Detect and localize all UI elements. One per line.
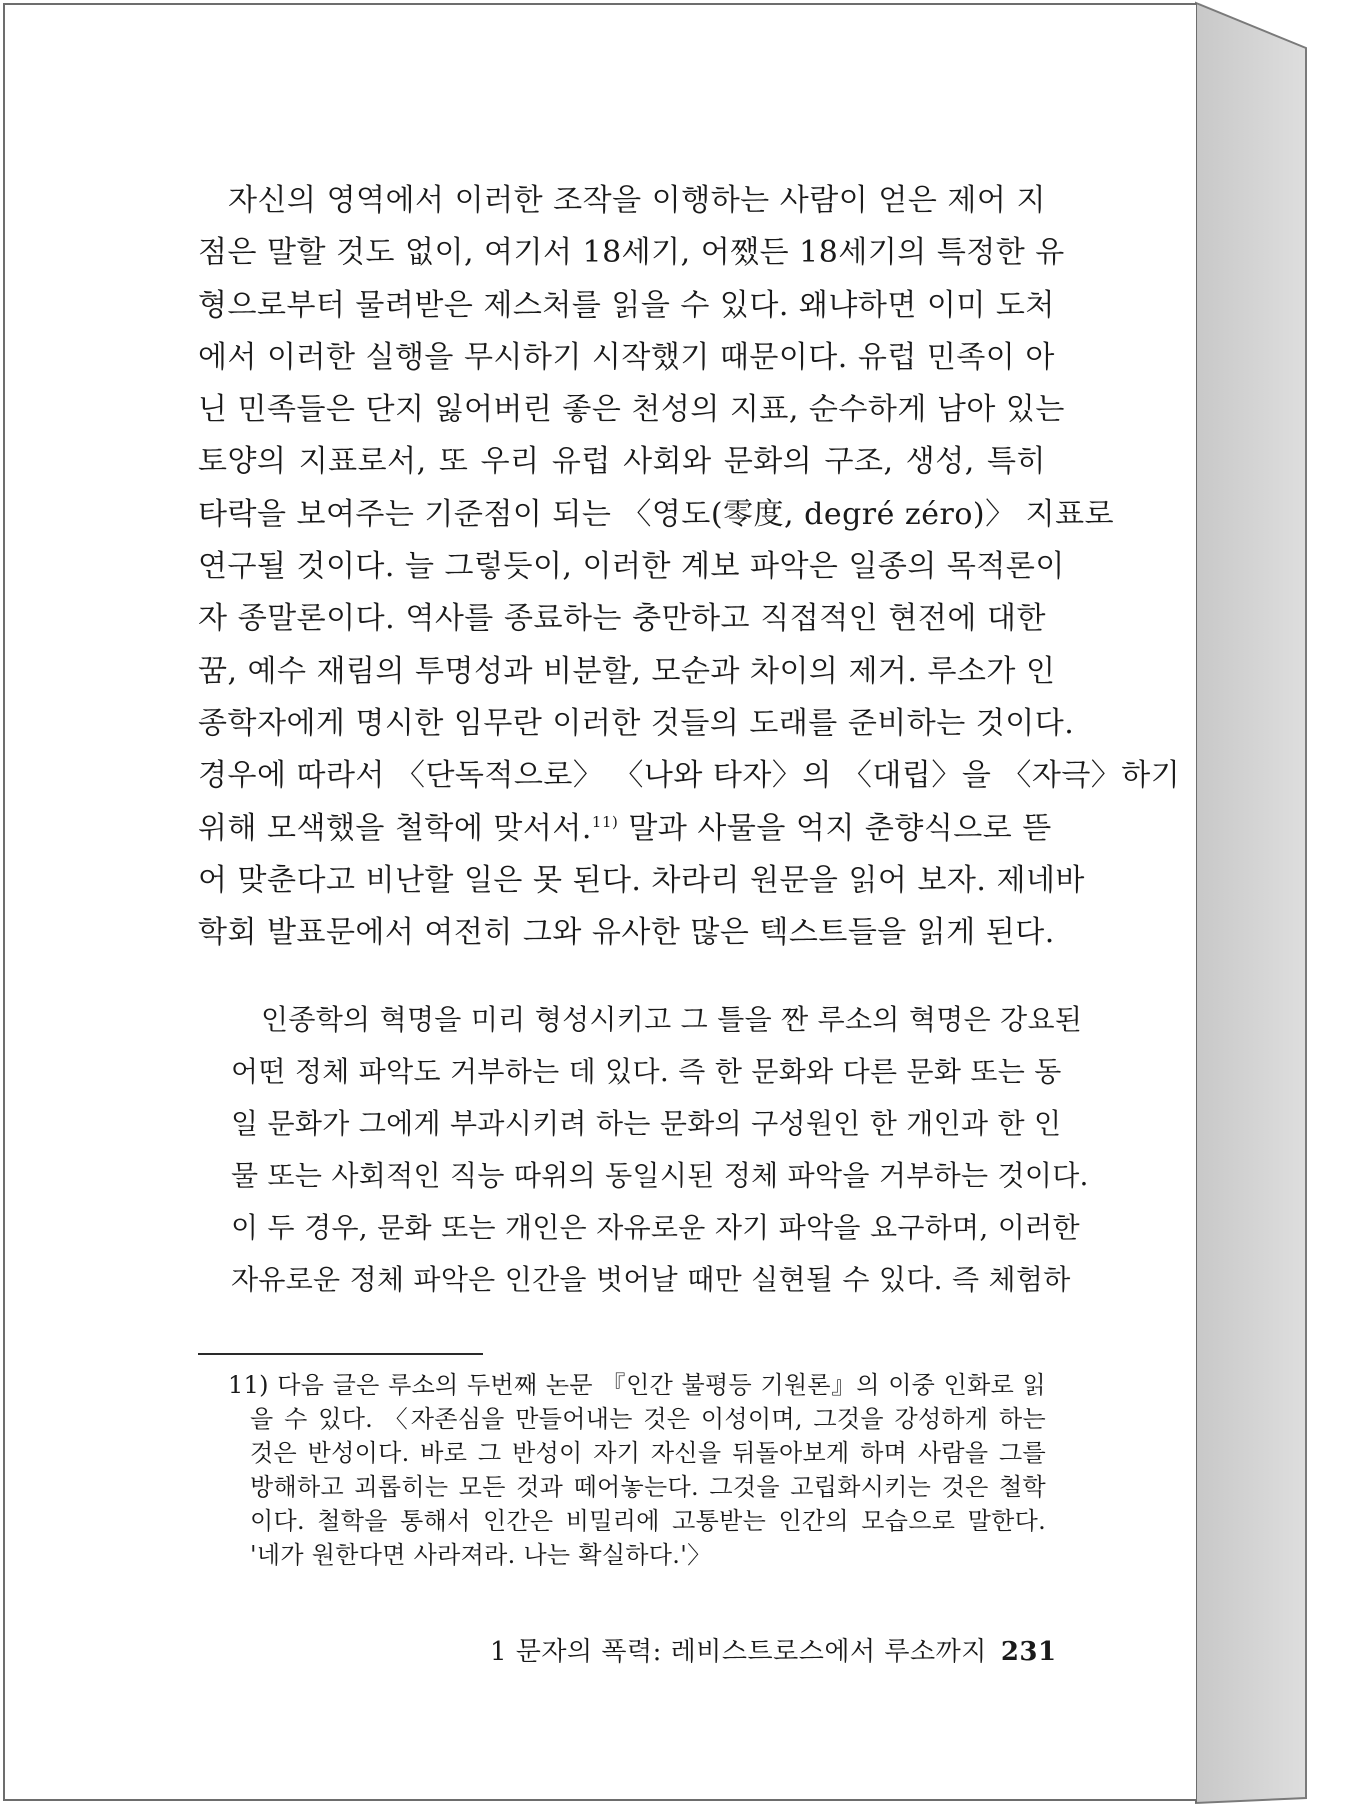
chapter-title: 1 문자의 폭력: 레비스트로스에서 루소까지 bbox=[490, 1637, 987, 1667]
footnote-reference: 11) bbox=[591, 812, 619, 831]
quote-line: 인종학의 혁명을 미리 형성시키고 그 틀을 짠 루소의 혁명은 강요된 bbox=[261, 1003, 1083, 1036]
body-line: 토양의 지표로서, 또 우리 유럽 사회와 문화의 구조, 생성, 특히 bbox=[198, 444, 1046, 480]
body-line: 종학자에게 명시한 임무란 이러한 것들의 도래를 준비하는 것이다. bbox=[198, 705, 1075, 741]
footnote-line: 을 수 있다. 〈자존심을 만들어내는 것은 이성이며, 그것을 강성하게 하는 bbox=[250, 1405, 1046, 1433]
body-line: 학회 발표문에서 여전히 그와 유사한 많은 텍스트들을 읽게 된다. bbox=[198, 915, 1055, 951]
body-line: 점은 말할 것도 없이, 여기서 18세기, 어쨌든 18세기의 특정한 유 bbox=[198, 235, 1065, 271]
body-line: 닌 민족들은 단지 잃어버린 좋은 천성의 지표, 순수하게 남아 있는 bbox=[198, 392, 1065, 428]
body-line-with-footnote-ref bbox=[198, 803, 1052, 855]
footnote-divider bbox=[198, 1353, 483, 1355]
body-line-tail: 말과 사물을 억지 춘향식으로 뜯 bbox=[618, 810, 1052, 846]
body-line: 어 맞춘다고 비난할 일은 못 된다. 차라리 원문을 읽어 보자. 제네바 bbox=[198, 862, 1085, 898]
body-line: 에서 이러한 실행을 무시하기 시작했기 때문이다. 유럽 민족이 아 bbox=[198, 339, 1055, 375]
quote-line: 자유로운 정체 파악은 인간을 벗어날 때만 실현될 수 있다. 즉 체험하 bbox=[231, 1263, 1071, 1296]
body-paragraph bbox=[198, 175, 1181, 959]
quote-line: 이 두 경우, 문화 또는 개인은 자유로운 자기 파악을 요구하며, 이러한 bbox=[231, 1211, 1080, 1244]
footnote-line: 이다. 철학을 통해서 인간은 비밀리에 고통받는 인간의 모습으로 말한다. bbox=[250, 1507, 1046, 1535]
body-line: 꿈, 예수 재림의 투명성과 비분할, 모순과 차이의 제거. 루소가 인 bbox=[198, 653, 1056, 689]
running-footer bbox=[490, 1632, 1057, 1672]
footnote-line: 11) 다음 글은 루소의 두번째 논문 『인간 불평등 기원론』의 이중 인화로 읽 bbox=[228, 1371, 1046, 1399]
footnote bbox=[228, 1368, 1046, 1572]
body-line: 형으로부터 물려받은 제스처를 읽을 수 있다. 왜냐하면 이미 도처 bbox=[198, 287, 1055, 323]
body-line: 경우에 따라서 〈단독적으로〉 〈나와 타자〉의 〈대립〉을 〈자극〉하기 bbox=[198, 758, 1181, 794]
footnote-line: 것은 반성이다. 바로 그 반성이 자기 자신을 뒤돌아보게 하며 사람을 그를 bbox=[250, 1439, 1046, 1467]
body-line: 자 종말론이다. 역사를 종료하는 충만하고 직접적인 현전에 대한 bbox=[198, 601, 1046, 637]
quote-line: 일 문화가 그에게 부과시키려 하는 문화의 구성원인 한 개인과 한 인 bbox=[231, 1107, 1062, 1140]
body-line: 자신의 영역에서 이러한 조작을 이행하는 사람이 얻은 제어 지 bbox=[228, 183, 1046, 218]
body-line-head: 위해 모색했을 철학에 맞서서. bbox=[198, 810, 592, 846]
footnote-line: '네가 원한다면 사라져라. 나는 확실하다.'〉 bbox=[250, 1541, 712, 1569]
footnote-line: 방해하고 괴롭히는 모든 것과 떼어놓는다. 그것을 고립화시키는 것은 철학 bbox=[250, 1473, 1046, 1501]
body-line: 연구될 것이다. 늘 그렇듯이, 이러한 계보 파악은 일종의 목적론이 bbox=[198, 549, 1065, 585]
quote-line: 어떤 정체 파악도 거부하는 데 있다. 즉 한 문화와 다른 문화 또는 동 bbox=[231, 1055, 1062, 1088]
body-line: 타락을 보여주는 기준점이 되는 〈영도(零度, degré zéro)〉 지표로 bbox=[198, 496, 1115, 532]
quote-line: 물 또는 사회적인 직능 따위의 동일시된 정체 파악을 거부하는 것이다. bbox=[231, 1159, 1089, 1192]
block-quote bbox=[231, 994, 1089, 1306]
page-number: 231 bbox=[1000, 1637, 1057, 1667]
